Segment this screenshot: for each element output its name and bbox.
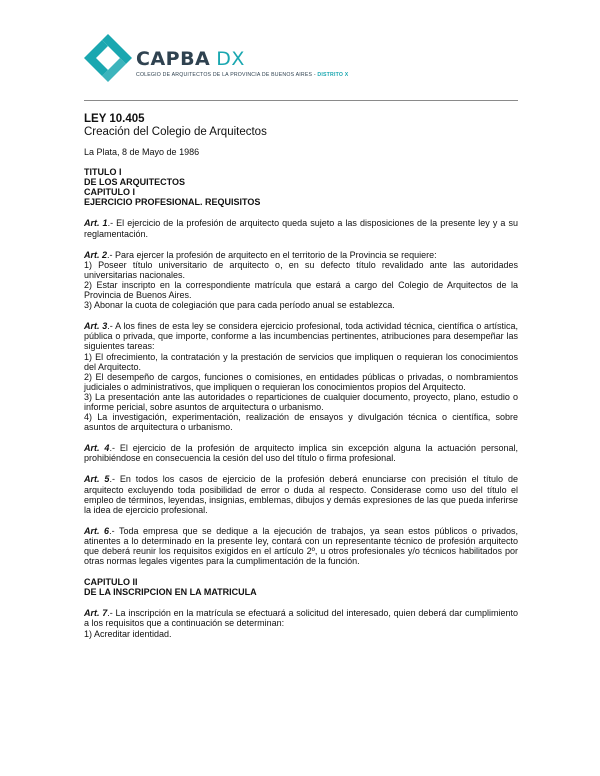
article-3 <box>84 321 518 432</box>
capitulo-name: EJERCICIO PROFESIONAL. REQUISITOS <box>84 197 261 208</box>
article-4 <box>84 443 518 463</box>
list-item: 1) Acreditar identidad. <box>84 628 172 639</box>
list-item: 1) El ofrecimiento, la contratación y la prestación de servicios que impliquen o requieran los conocimientos del Arquitecto. <box>84 351 518 372</box>
header-logo <box>82 32 402 88</box>
article-label: Art. 1 <box>84 218 108 229</box>
brand-name <box>136 48 245 70</box>
article-label: Art. 4 <box>84 443 110 454</box>
article-text: .- La inscripción en la matrícula se efectuará a solicitud del interesado, quien deberá dar cumplimiento a los requisitos que a continuación se determinan: <box>84 608 518 629</box>
list-item: 2) El desempeño de cargos, funciones o comisiones, en entidades públicas o privadas, o nombramientos judiciales o administrativos, que impliquen o requieran los conocimientos propios del Arquitecto. <box>84 371 518 392</box>
article-5 <box>84 474 518 514</box>
law-subtitle: Creación del Colegio de Arquitectos <box>84 126 267 138</box>
titulo-heading: TITULO I <box>84 167 122 178</box>
article-text: .- El ejercicio de la profesión de arquitecto implica sin excepción alguna la actuación personal, prohibiéndose en consecuencia la cesión del uso del título o firma profesional. <box>84 443 518 464</box>
article-text: .- El ejercicio de la profesión de arquitecto queda sujeto a las disposiciones de la presente ley y a su reglamentación. <box>84 218 518 239</box>
article-text: .- Toda empresa que se dedique a la ejecución de trabajos, ya sean estos públicos o privados, atinentes a lo determinado en la presente ley, contará con un representante técnico de profesión arquitecto que deberá reunir los requisitos exigidos en el artículo 2º, u otros profesionales y/o técnicos habilitados por otras normas legales vigentes para la cumplimentación de la función. <box>84 525 518 567</box>
district-label: DISTRITO X <box>317 72 349 78</box>
capitulo-heading: CAPITULO I <box>84 187 135 198</box>
list-item: 3) La presentación ante las autoridades o reparticiones de cualquier documento, proyecto, plano, estudio o informe pericial, sobre asuntos de arquitectura o urbanismo. <box>84 391 518 412</box>
capba-logo-icon <box>82 32 134 84</box>
brand-tagline: COLEGIO DE ARQUITECTOS DE LA PROVINCIA DE BUENOS AIRES - DISTRITO X <box>136 72 349 78</box>
brand-text: CAPBA DX <box>136 48 245 70</box>
list-item: 3) Abonar la cuota de colegiación que para cada período anual se establezca. <box>84 300 395 311</box>
titulo-name: DE LOS ARQUITECTOS <box>84 177 186 188</box>
document-body <box>84 113 518 639</box>
capitulo-heading: CAPITULO II <box>84 577 138 588</box>
article-label: Art. 6 <box>84 525 110 536</box>
article-label: Art. 2 <box>84 249 108 260</box>
header-divider <box>84 100 518 101</box>
section-heading-capitulo-2 <box>84 577 518 597</box>
brand-suffix: DX <box>216 48 245 70</box>
article-label: Art. 3 <box>84 321 108 332</box>
article-6 <box>84 526 518 566</box>
article-text: .- En todos los casos de ejercicio de la profesión deberá enunciarse con precisión el título de arquitecto excluyendo toda posibilidad de error o duda al respecto. Considerase como uso del título el empleo de términos, leyendas, insignias, emblemas, dibujos y demás expresiones de las que pueda inferirse la idea de ejercicio profesional. <box>84 474 518 515</box>
list-item: 1) Poseer título universitario de arquitecto o, en su defecto título revalidado ante las autoridades universitarias nacionales. <box>84 259 518 280</box>
law-title: LEY 10.405 <box>84 113 145 125</box>
article-1 <box>84 218 518 238</box>
article-text: .- Para ejercer la profesión de arquitecto en el territorio de la Provincia se requiere: <box>107 249 437 260</box>
law-date: La Plata, 8 de Mayo de 1986 <box>84 147 200 157</box>
article-2 <box>84 250 518 311</box>
list-item: 2) Estar inscripto en la correspondiente matrícula que estará a cargo del Colegio de Arquitectos de la Provincia de Buenos Aires. <box>84 279 518 301</box>
article-label: Art. 7 <box>84 608 108 619</box>
capitulo-name: DE LA INSCRIPCION EN LA MATRICULA <box>84 587 257 598</box>
section-heading-titulo-1 <box>84 167 518 207</box>
article-text: .- A los fines de esta ley se considera ejercicio profesional, toda actividad técnica, científica o artística, pública o privada, que importe, conforme a las incumbencias pertinentes, atribuciones para desempeñar las siguientes tareas: <box>84 321 518 352</box>
article-label: Art. 5 <box>84 474 110 485</box>
list-item: 4) La investigación, experimentación, realización de ensayos y divulgación técnica o científica, sobre asuntos de arquitectura o urbanismo. <box>84 412 518 433</box>
article-7 <box>84 608 518 638</box>
